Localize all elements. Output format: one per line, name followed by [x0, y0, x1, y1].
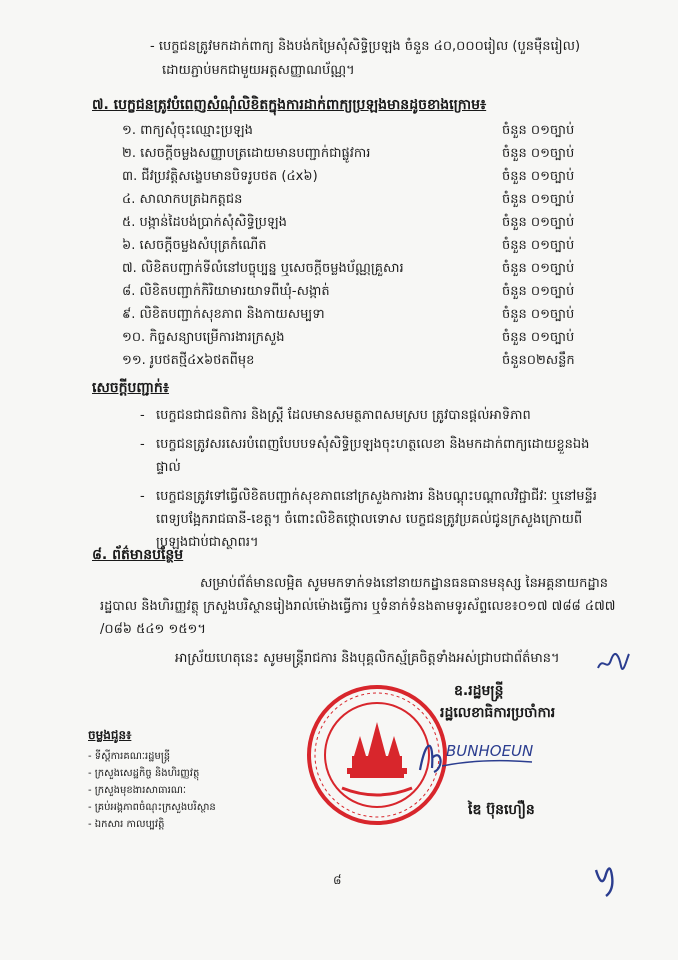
- cc-item: - ឯកសារ កាលប្បវត្តិ: [88, 819, 165, 830]
- section-8-title: ៨. ព័ត៌មានបន្ថែម: [92, 547, 184, 563]
- handwritten-signature: [412, 728, 562, 788]
- note-item: - បេក្ខជនត្រូវសរសេរបំពេញបែបបទសុំសិទ្ធិប្រឡងចុះហត្ថលេខា និងមកដាក់ពាក្យដោយខ្លួនឯងផ្ទាល់: [140, 433, 610, 479]
- requirement-item: ២. សេចក្តីចម្លងសញ្ញាបត្រដោយមានបញ្ជាក់ជាផ្លូវការ ចំនួន ០១ច្បាប់: [122, 146, 575, 161]
- closing-line: អាស្រ័យហេតុនេះ សូមមន្ត្រីរាជការ និងបុគ្គលិកស្ម័គ្រចិត្តទាំងអស់ជ្រាបជាព័ត៌មាន។: [175, 651, 560, 666]
- requirement-item: ៨. លិខិតបញ្ជាក់កិរិយាមារយាទពីឃុំ-សង្កាត់ ចំនួន ០១ច្បាប់: [122, 284, 575, 299]
- intro-line-2: ដោយភ្ជាប់មកជាមួយអត្តសញ្ញាណប័ណ្ណ។: [162, 63, 355, 78]
- signature-scribble-text: BUNHOEUN: [446, 742, 534, 760]
- cc-item: - ក្រសួងសេដ្ឋកិច្ច និងហិរញ្ញវត្ថុ: [88, 768, 200, 779]
- signer-name: ឌៃ ប៊ុនហឿន: [468, 802, 535, 818]
- signature-title-block: [440, 680, 555, 724]
- requirement-item: ៣. ជីវប្រវត្តិសង្ខេបមានបិទរូបថត (៤x៦) ចំនួន ០១ច្បាប់: [122, 169, 575, 184]
- requirement-item: ៤. សាលាកបត្រឯកត្តជន ចំនួន ០១ច្បាប់: [122, 192, 575, 207]
- page-number: ៨: [333, 873, 342, 887]
- cc-title: ចម្លងជូន៖: [88, 728, 132, 742]
- requirement-item: ៧. លិខិតបញ្ជាក់ទីលំនៅបច្ចុប្បន្ន ឬសេចក្តីចម្លងប័ណ្ណគ្រួសារ ចំនួន ០១ច្បាប់: [122, 261, 575, 276]
- signature-title-1: ឧ.រដ្ឋមន្ត្រី: [454, 683, 504, 699]
- requirement-item: ៥. បង្កាន់ដៃបង់ប្រាក់សុំសិទ្ធិប្រឡង ចំនួន ០១ច្បាប់: [122, 215, 575, 230]
- section-7-title: ៧. បេក្ខជនត្រូវបំពេញសំណុំលិខិតក្នុងការដាក់ពាក្យប្រឡងមានដូចខាងក្រោម៖: [92, 97, 487, 113]
- requirements-list: [122, 122, 602, 375]
- note-item: - បេក្ខជនត្រូវទៅធ្វើលិខិតបញ្ជាក់សុខភាពនៅក្រសួងការងារ និងបណ្តុះបណ្តាលវិជ្ជាជីវៈ ឬនៅមន្ទីរពេទ្យបង្អែករាជធានី-ខេត្ត។ ចំពោះលិខិតថ្កោលទោស បេក្ខជនត្រូវប្រគល់ជូនក្រសួងក្រោយពីប្រឡងជាប់ជាស្ថាពរ។: [140, 485, 610, 554]
- requirement-item: ១. ពាក្យសុំចុះឈ្មោះប្រឡង ចំនួន ០១ច្បាប់: [122, 123, 575, 138]
- cc-item: - ទីស្តីការគណៈរដ្ឋមន្ត្រី: [88, 751, 171, 762]
- requirement-item: ១០. កិច្ចសន្យាបម្រើការងារក្រសួង ចំនួន ០១ច្បាប់: [122, 330, 575, 345]
- additional-info-text: សម្រាប់ព័ត៌មានលម្អិត សូមមកទាក់ទងនៅនាយកដ្ឋានធនធានមនុស្ស នៃអគ្គនាយកដ្ឋានរដ្ឋបាល និងហិរញ្ញវត្ថុ ក្រសួងបរិស្ថានរៀងរាល់ម៉ោងធ្វើការ ឬទំនាក់ទំនងតាមទូរស័ព្ទលេខ៖០១៧ ៧៨៨ ៤៧៧ /០៨៦ ៥៤១ ១៥១។: [100, 576, 616, 637]
- intro-line-1: - បេក្ខជនត្រូវមកដាក់ពាក្យ និងបង់កម្រៃសុំសិទ្ធិប្រឡង ចំនួន ៤០,០០០រៀល (បួនម៉ឺនរៀល): [150, 39, 581, 54]
- additional-info: [100, 572, 620, 641]
- signature-title-2: រដ្ឋលេខាធិការប្រចាំការ: [440, 705, 556, 721]
- cc-item: - ក្រសួងមុខងារសាធារណៈ: [88, 785, 187, 796]
- notes-title: សេចក្តីបញ្ជាក់៖: [92, 380, 169, 396]
- note-item: - បេក្ខជនជាជនពិការ និងស្ត្រី ដែលមានសមត្ថភាពសមស្រប ត្រូវបានផ្តល់អាទិភាព: [140, 404, 610, 427]
- requirement-item: ៦. សេចក្តីចម្លងសំបុត្រកំណើត ចំនួន ០១ច្បាប់: [122, 238, 575, 253]
- notes-list: [140, 404, 610, 560]
- cc-item: - គ្រប់អង្គភាពចំណុះក្រសួងបរិស្ថាន: [88, 802, 216, 813]
- initial-mark: [595, 650, 631, 676]
- page-initial-mark: [588, 860, 622, 900]
- requirement-item: ៩. លិខិតបញ្ជាក់សុខភាព និងកាយសម្បទា ចំនួន ០១ច្បាប់: [122, 307, 575, 322]
- cc-list: [88, 748, 216, 833]
- requirement-item: ១១. រូបថតថ្មី៤x៦ថតពីមុខ ចំនួន០២សន្លឹក: [122, 353, 575, 368]
